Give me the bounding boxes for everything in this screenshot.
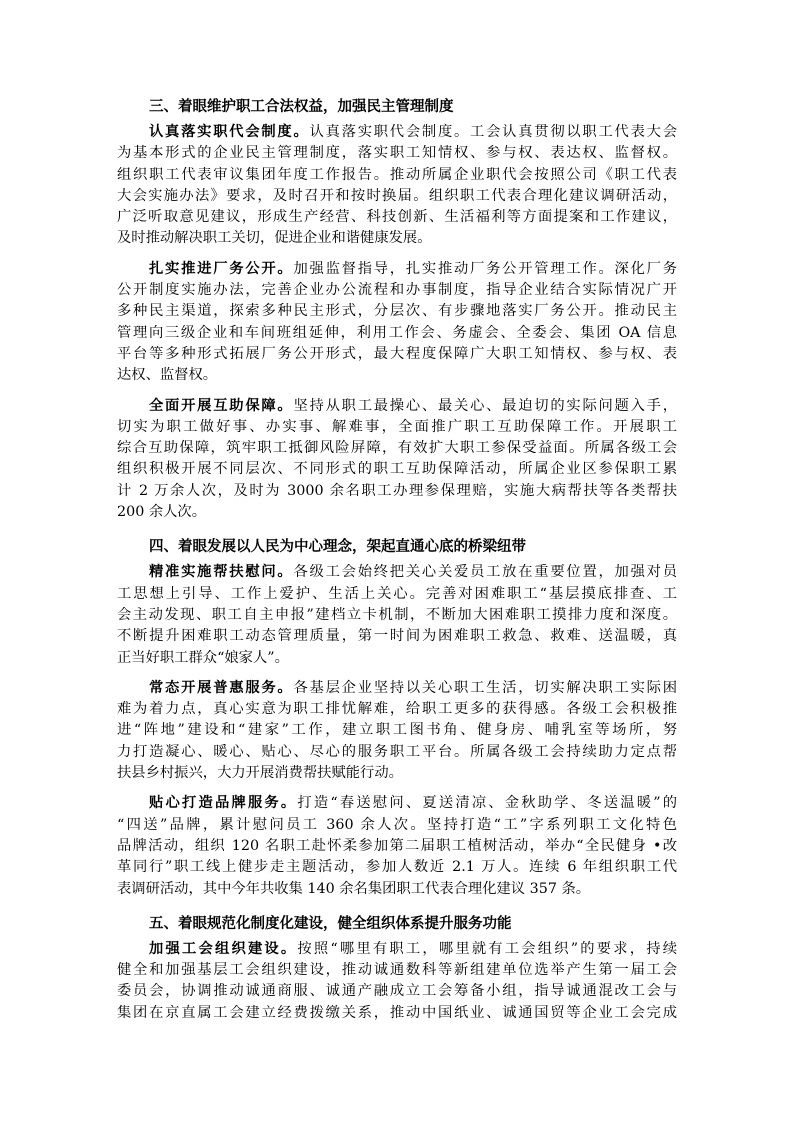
- line-text: 坚持从职工最操心、最关心、最迫切的实际问题入手，: [293, 397, 677, 414]
- paragraph-line: 平台等多种形式拓展厂务公开形式，最大程度保障广大职工知情权、参与权、表: [117, 345, 677, 362]
- paragraph-line: 组织积极开展不同层次、不同形式的职工互助保障活动，所属企业区参保职工累: [117, 461, 677, 478]
- paragraph: [117, 396, 677, 524]
- paragraph-first-line: [117, 678, 677, 699]
- paragraph-line: 切实为职工做好事、办实事、解难事，全面推广职工互助保障工作。开展职工: [117, 418, 677, 435]
- paragraph: [117, 259, 677, 387]
- line-text: 各基层企业坚持以关心职工生活，切实解决职工实际困: [293, 679, 677, 696]
- paragraph-line: 200 余人次。: [117, 504, 207, 521]
- paragraph-line: 难为着力点，真心实意为职工排忧解难，给职工更多的获得感。各级工会积极推: [117, 701, 677, 718]
- paragraph-first-line: [117, 259, 677, 280]
- line-text: 各级工会始终把关心关爱员工放在重要位置，加强对员: [293, 564, 677, 581]
- paragraph-first-line: [117, 939, 677, 960]
- paragraph-line: 品牌活动，组织 120 名职工赴怀柔参加第二届职工植树活动，举办“全民健身 •改: [117, 837, 677, 854]
- paragraph-line: 及时推动解决职工关切，促进企业和谐健康发展。: [117, 230, 432, 247]
- paragraph-line: 不断提升困难职工动态管理质量，第一时间为困难职工救急、救难、送温暖，真: [117, 628, 677, 645]
- line-text: 按照“哪里有职工，哪里就有工会组织”的要求，持续: [297, 940, 677, 957]
- paragraph-line: 计 2 万余人次，及时为 3000 余名职工办理参保理赔，实施大病帮扶等各类帮扶: [117, 482, 677, 499]
- paragraph-lead: 认真落实职代会制度。: [149, 124, 310, 140]
- paragraph-line: 组织职工代表审议集团年度工作报告。推动所属企业职代会按照公司《职工代表: [117, 166, 677, 183]
- paragraph-first-line: [117, 793, 677, 814]
- paragraph-line: 正当好职工群众“娘家人”。: [117, 649, 289, 666]
- paragraph-line: 工思想上引导、工作上爱护、生活上关心。完善对困难职工“基层摸底排查、工: [117, 585, 677, 602]
- paragraph: [117, 562, 677, 668]
- paragraph-line: 革同行”职工线上健步走主题活动，参加人数近 2.1 万人。连续 6 年组织职工代: [117, 859, 677, 876]
- paragraph-lead: 全面开展互助保障。: [149, 397, 294, 414]
- paragraph-line: 公开制度实施办法，完善企业办公流程和办事制度，指导企业结合实际情况广开: [117, 282, 677, 299]
- paragraph-line: 委员会，协调推动诚通商服、诚通产融成立工会筹备小组，指导诚通混改工会与: [117, 983, 677, 1000]
- paragraph-first-line: [117, 562, 677, 583]
- paragraph: [117, 678, 677, 784]
- paragraph-line: 综合互助保障，筑牢职工抵御风险屏障，有效扩大职工参保受益面。所属各级工会: [117, 440, 677, 457]
- paragraph-first-line: [117, 396, 677, 417]
- paragraph: [117, 939, 677, 1024]
- paragraph: [117, 793, 677, 899]
- paragraph-line: 广泛听取意见建议，形成生产经营、科技创新、生活福利等方面提案和工作建议，: [117, 209, 677, 226]
- line-text: 打造“春送慰问、夏送清凉、金秋助学、冬送温暖”的: [297, 795, 677, 812]
- paragraph-line: 会主动发现、职工自主申报”建档立卡机制，不断加大困难职工摸排力度和深度。: [117, 606, 677, 623]
- document-body: [117, 92, 677, 1033]
- paragraph-line: “四送”品牌，累计慰问员工 360 余人次。坚持打造“工”字系列职工文化特色: [117, 816, 677, 833]
- paragraph-line: 大会实施办法》要求，及时召开和按时换届。组织职工代表合理化建议调研活动，: [117, 187, 677, 204]
- line-text: 认真落实职代会制度。工会认真贯彻以职工代表大会: [309, 124, 677, 140]
- section-heading: 四、着眼发展以人民为中心理念，架起直通心底的桥梁纽带: [149, 538, 526, 556]
- paragraph-first-line: [117, 122, 677, 143]
- paragraph-line: 为基本形式的企业民主管理制度，落实职工知情权、参与权、表达权、监督权。: [117, 145, 677, 162]
- paragraph-line: 进“阵地”建设和“建家”工作，建立职工图书角、健身房、哺乳室等场所，努: [117, 722, 677, 739]
- paragraph-lead: 加强工会组织建设。: [149, 940, 298, 957]
- paragraph-line: 力打造凝心、暖心、贴心、尽心的服务职工平台。所属各级工会持续助力定点帮: [117, 743, 677, 760]
- section-heading: 五、着眼规范化制度化建设，健全组织体系提升服务功能: [149, 914, 512, 932]
- line-text: 加强监督指导，扎实推动厂务公开管理工作。深化厂务: [293, 260, 677, 277]
- paragraph-line: 集团在京直属工会建立经费拨缴关系，推动中国纸业、诚通国贸等企业工会完成: [117, 1004, 677, 1021]
- paragraph-lead: 扎实推进厂务公开。: [149, 260, 294, 277]
- paragraph-line: 表调研活动，其中今年共收集 140 余名集团职工代表合理化建议 357 条。: [117, 880, 591, 897]
- paragraph-line: 扶县乡村振兴，大力开展消费帮扶赋能行动。: [117, 765, 403, 782]
- paragraph-lead: 常态开展普惠服务。: [149, 679, 294, 696]
- paragraph-lead: 精准实施帮扶慰问。: [149, 564, 294, 581]
- paragraph-line: 管理向三级企业和车间班组延伸，利用工作会、务虚会、全委会、集团 OA 信息: [117, 324, 677, 341]
- paragraph-line: 达权、监督权。: [117, 367, 218, 384]
- paragraph-line: 健全和加强基层工会组织建设，推动诚通数科等新组建单位选举产生第一届工会: [117, 962, 677, 979]
- section-heading: 三、着眼维护职工合法权益，加强民主管理制度: [149, 98, 454, 115]
- paragraph: [117, 122, 677, 250]
- paragraph-lead: 贴心打造品牌服务。: [149, 795, 298, 812]
- paragraph-line: 多种民主渠道，探索多种民主形式，分层次、有步骤地落实厂务公开。推动民主: [117, 303, 677, 320]
